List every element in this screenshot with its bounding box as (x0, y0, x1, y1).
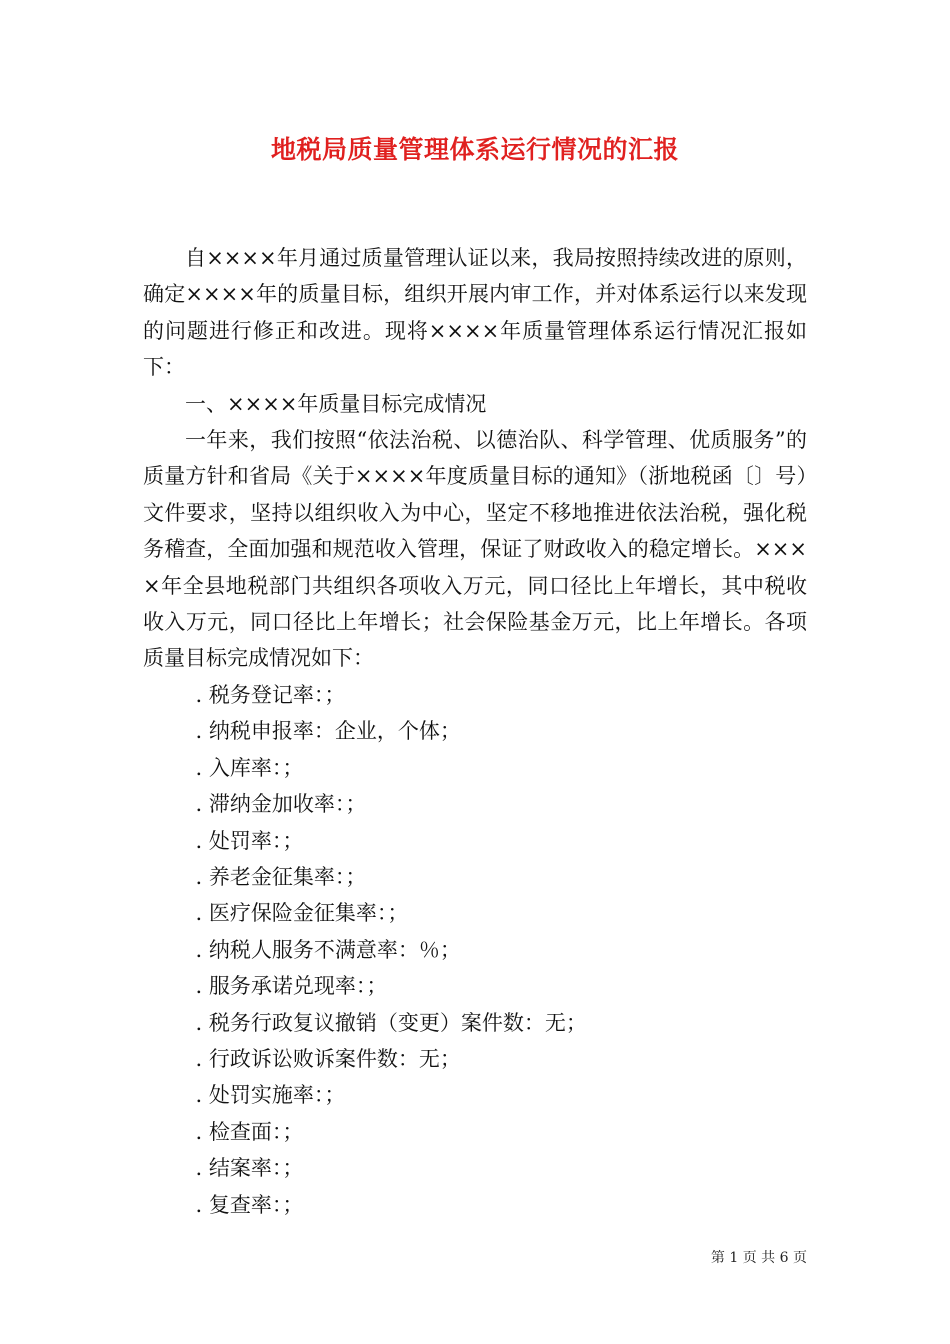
list-item: . 行政诉讼败诉案件数：无； (195, 1046, 461, 1071)
list-item: . 税务登记率：； (195, 682, 346, 707)
list-item: . 复查率：； (195, 1192, 304, 1217)
intro-paragraph: 自××××年月通过质量管理认证以来，我局按照持续改进的原则，确定××××年的质量目标，组织开展内审工作，并对体系运行以来发现的问题进行修正和改进。现将××××年质量管理体系运行情况汇报如下： (143, 246, 807, 380)
list-item: . 处罚实施率：； (195, 1083, 346, 1108)
document-body (143, 240, 807, 1223)
list-item: . 入库率：； (195, 755, 304, 780)
document-title: 地税局质量管理体系运行情况的汇报 (270, 135, 679, 164)
list-item: . 养老金征集率：； (195, 864, 367, 889)
list-item: . 纳税人服务不满意率：％； (195, 937, 461, 962)
section-heading: 一、××××年质量目标完成情况 (185, 391, 487, 416)
list-item: . 滞纳金加收率：； (195, 792, 367, 817)
page-number: 第 1 页 共 6 页 (710, 1250, 807, 1266)
summary-paragraph: 一年来，我们按照“依法治税、以德治队、科学管理、优质服务”的质量方针和省局《关于××××年度质量目标的通知》（浙地税函〔〕号）文件要求，坚持以组织收入为中心，坚定不移地推进依法治税，强化税务稽查，全面加强和规范收入管理，保证了财政收入的稳定增长。××××年全县地税部门共组织各项收入万元，同口径比上年增长，其中税收收入万元，同口径比上年增长；社会保险基金万元，比上年增长。各项质量目标完成情况如下： (143, 428, 807, 671)
list-item: . 结案率：； (195, 1156, 304, 1181)
list-item: . 税务行政复议撤销（变更）案件数：无； (195, 1010, 587, 1035)
target-list (143, 677, 807, 1223)
list-item: . 服务承诺兑现率：； (195, 974, 388, 999)
list-item: . 检查面：； (195, 1119, 304, 1144)
list-item: . 纳税申报率：企业，个体； (195, 719, 461, 744)
list-item: . 处罚率：； (195, 828, 304, 853)
list-item: . 医疗保险金征集率：； (195, 901, 409, 926)
